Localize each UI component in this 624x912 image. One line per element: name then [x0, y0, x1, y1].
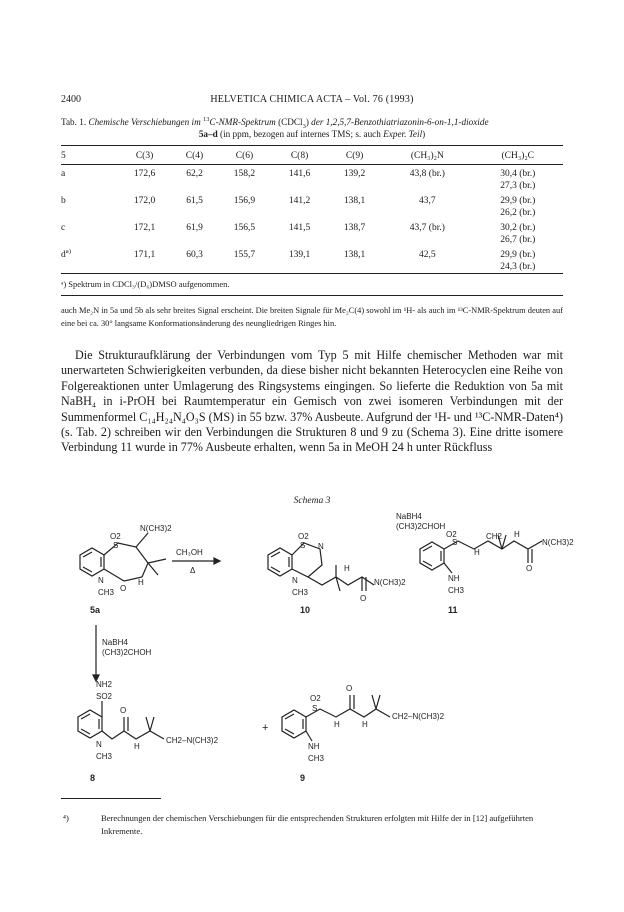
table-caption: Tab. 1. Chemische Verschiebungen im $^{13}$C-NMR-Spektrum (CDCl$_3$) der 1,2,5,7-Benzothiatriazonin-6-on-1,1-dioxide 5a–d (in ppm, bezogen auf internes TMS; s. auch Exper. Teil) — [61, 115, 489, 139]
page-header — [61, 94, 563, 108]
table-row: c 172,1 61,9 156,5 141,5 138,7 43,7 (br.) 30,2 (br.) 26,7 (br.) — [61, 223, 536, 245]
table-header: (CH₃)₂C — [501, 150, 535, 161]
atom-label: CH3 — [308, 754, 325, 763]
atom-label: O2 — [446, 530, 457, 539]
table-header: 5 — [61, 150, 66, 161]
compound-label: 11 — [448, 605, 458, 615]
atom-label: NH2 — [96, 680, 113, 689]
table-header: C(3) — [135, 150, 154, 161]
table-header: C(8) — [290, 150, 309, 161]
atom-label: O — [360, 594, 367, 603]
continued-paragraph: auch Me₂N in 5a und 5b als sehr breites Signal erscheint. Die breiten Signale für Me₂C(4) sowohl im ¹H- als auch im ¹³C-NMR-Spektrum deuten auf eine bei ca. 30° langsame Konformationsänderung des neungliedrigen Ringes hin. — [61, 306, 563, 328]
atom-label: H — [514, 530, 520, 539]
footnote-separator — [61, 798, 161, 799]
atom-label: O — [346, 684, 353, 693]
compound-label: 5a — [90, 605, 101, 615]
atom-label: H — [138, 578, 144, 587]
atom-label: N(CH3)2 — [542, 538, 574, 547]
atom-label: N(CH3)2 — [140, 524, 172, 533]
table-header: C(4) — [185, 150, 204, 161]
footnote-rule — [61, 295, 563, 296]
footnote-marker: ⁴) — [63, 813, 69, 823]
table-row: $d^{a)}$ 171,1 60,3 155,7 139,1 138,1 42,5 29,9 (br.) 24,3 (br.) — [61, 247, 536, 272]
table-row: a 172,6 62,2 158,2 141,6 139,2 43,8 (br.) 30,4 (br.) 27,3 (br.) — [61, 169, 536, 191]
atom-label: O — [120, 584, 127, 593]
atom-label: S — [312, 704, 318, 713]
reagent-label: Δ — [190, 566, 196, 575]
plus-sign: + — [262, 722, 269, 734]
table-footnote: ᵃ) Spektrum in CDCl₃/(D₆)DMSO aufgenommen. — [61, 279, 230, 289]
atom-label: CH2–N(CH3)2 — [166, 736, 219, 745]
atom-label: CH2 — [486, 532, 503, 541]
reagent-label: NaBH4 — [396, 512, 422, 521]
table-header: C(9) — [345, 150, 364, 161]
atom-label: CH3 — [448, 586, 465, 595]
atom-label: N — [318, 542, 324, 551]
atom-label: S — [113, 541, 119, 550]
atom-label: S — [300, 541, 306, 550]
table-bottom-rule — [61, 273, 563, 274]
nmr-table — [61, 149, 563, 273]
table-top-rule — [61, 145, 563, 146]
atom-label: NH — [308, 742, 320, 751]
table-header: (CH₃)₂N — [410, 150, 444, 161]
atom-label: NH — [448, 574, 460, 583]
atom-label: O — [526, 564, 533, 573]
reaction-scheme — [0, 505, 624, 790]
page-number: 2400 — [61, 94, 81, 105]
footnote-text: Berechnungen der chemischen Verschiebungen für die entsprechenden Strukturen erfolgten mit Hilfe der in [12] aufgeführten Inkremente. — [101, 813, 534, 836]
atom-label: SO2 — [96, 692, 113, 701]
atom-label: N — [96, 740, 102, 749]
table-header-row — [61, 149, 563, 165]
compound-label: 8 — [90, 773, 96, 783]
atom-label: CH3 — [292, 588, 309, 597]
atom-label: CH2–N(CH3)2 — [392, 712, 445, 721]
atom-label: N(CH3)2 — [374, 578, 406, 587]
compound-label: 10 — [300, 605, 311, 615]
atom-label: S — [452, 538, 458, 547]
atom-label: H — [334, 720, 340, 729]
atom-label: CH3 — [96, 752, 113, 761]
atom-label: O2 — [110, 532, 121, 541]
atom-label: O2 — [298, 532, 309, 541]
reagent-label: NaBH4 — [102, 638, 128, 647]
body-paragraph: Die Strukturaufklärung der Verbindungen vom Typ 5 mit Hilfe chemischer Methoden war mit unerwarteten Schwierigkeiten verbunden, da diese bisher nicht bekannten Heterocyclen eine Reihe von Folgereaktionen unter Umlagerung des Ringsystems eingingen. So lieferte die Reduktion von 5a mit NaBH₄ in i-PrOH bei Raumtemperatur ein Gemisch von zwei isomeren Verbindungen mit der Summenformel C₁₄H₂₄N₄O₃S (MS) in 55 bzw. 37% Ausbeute. Aufgrund der ¹H- und ¹³C-NMR-Daten⁴) (s. Tab. 2) schreiben wir den Verbindungen die Strukturen 8 und 9 zu (Schema 3). Eine dritte isomere Verbindung 11 wurde in 77% Ausbeute erhalten, wenn 5a in MeOH 24 h unter Rückfluss — [61, 348, 563, 455]
journal-title: HELVETICA CHIMICA ACTA – Vol. 76 (1993) — [210, 94, 414, 105]
table-row: b 172,0 61,5 156,9 141,2 138,1 43,7 29,9 (br.) 26,2 (br.) — [61, 196, 536, 218]
footnote-4 — [61, 812, 563, 838]
atom-label: O — [120, 706, 127, 715]
table-header-rule — [61, 164, 563, 165]
atom-label: H — [474, 548, 480, 557]
reagent-label: (CH3)2CHOH — [396, 522, 446, 531]
schema-title: Schema 3 — [293, 496, 331, 506]
table-header: C(6) — [235, 150, 254, 161]
atom-label: H — [344, 564, 350, 573]
compound-label: 9 — [300, 773, 306, 783]
atom-label: H — [134, 742, 140, 751]
atom-label: N — [98, 576, 104, 585]
atom-label: O2 — [310, 694, 321, 703]
atom-label: N — [292, 576, 298, 585]
atom-label: H — [362, 720, 368, 729]
reagent-label: CH₃OH — [176, 548, 203, 557]
atom-label: CH3 — [98, 588, 115, 597]
reagent-label: (CH3)2CHOH — [102, 648, 152, 657]
